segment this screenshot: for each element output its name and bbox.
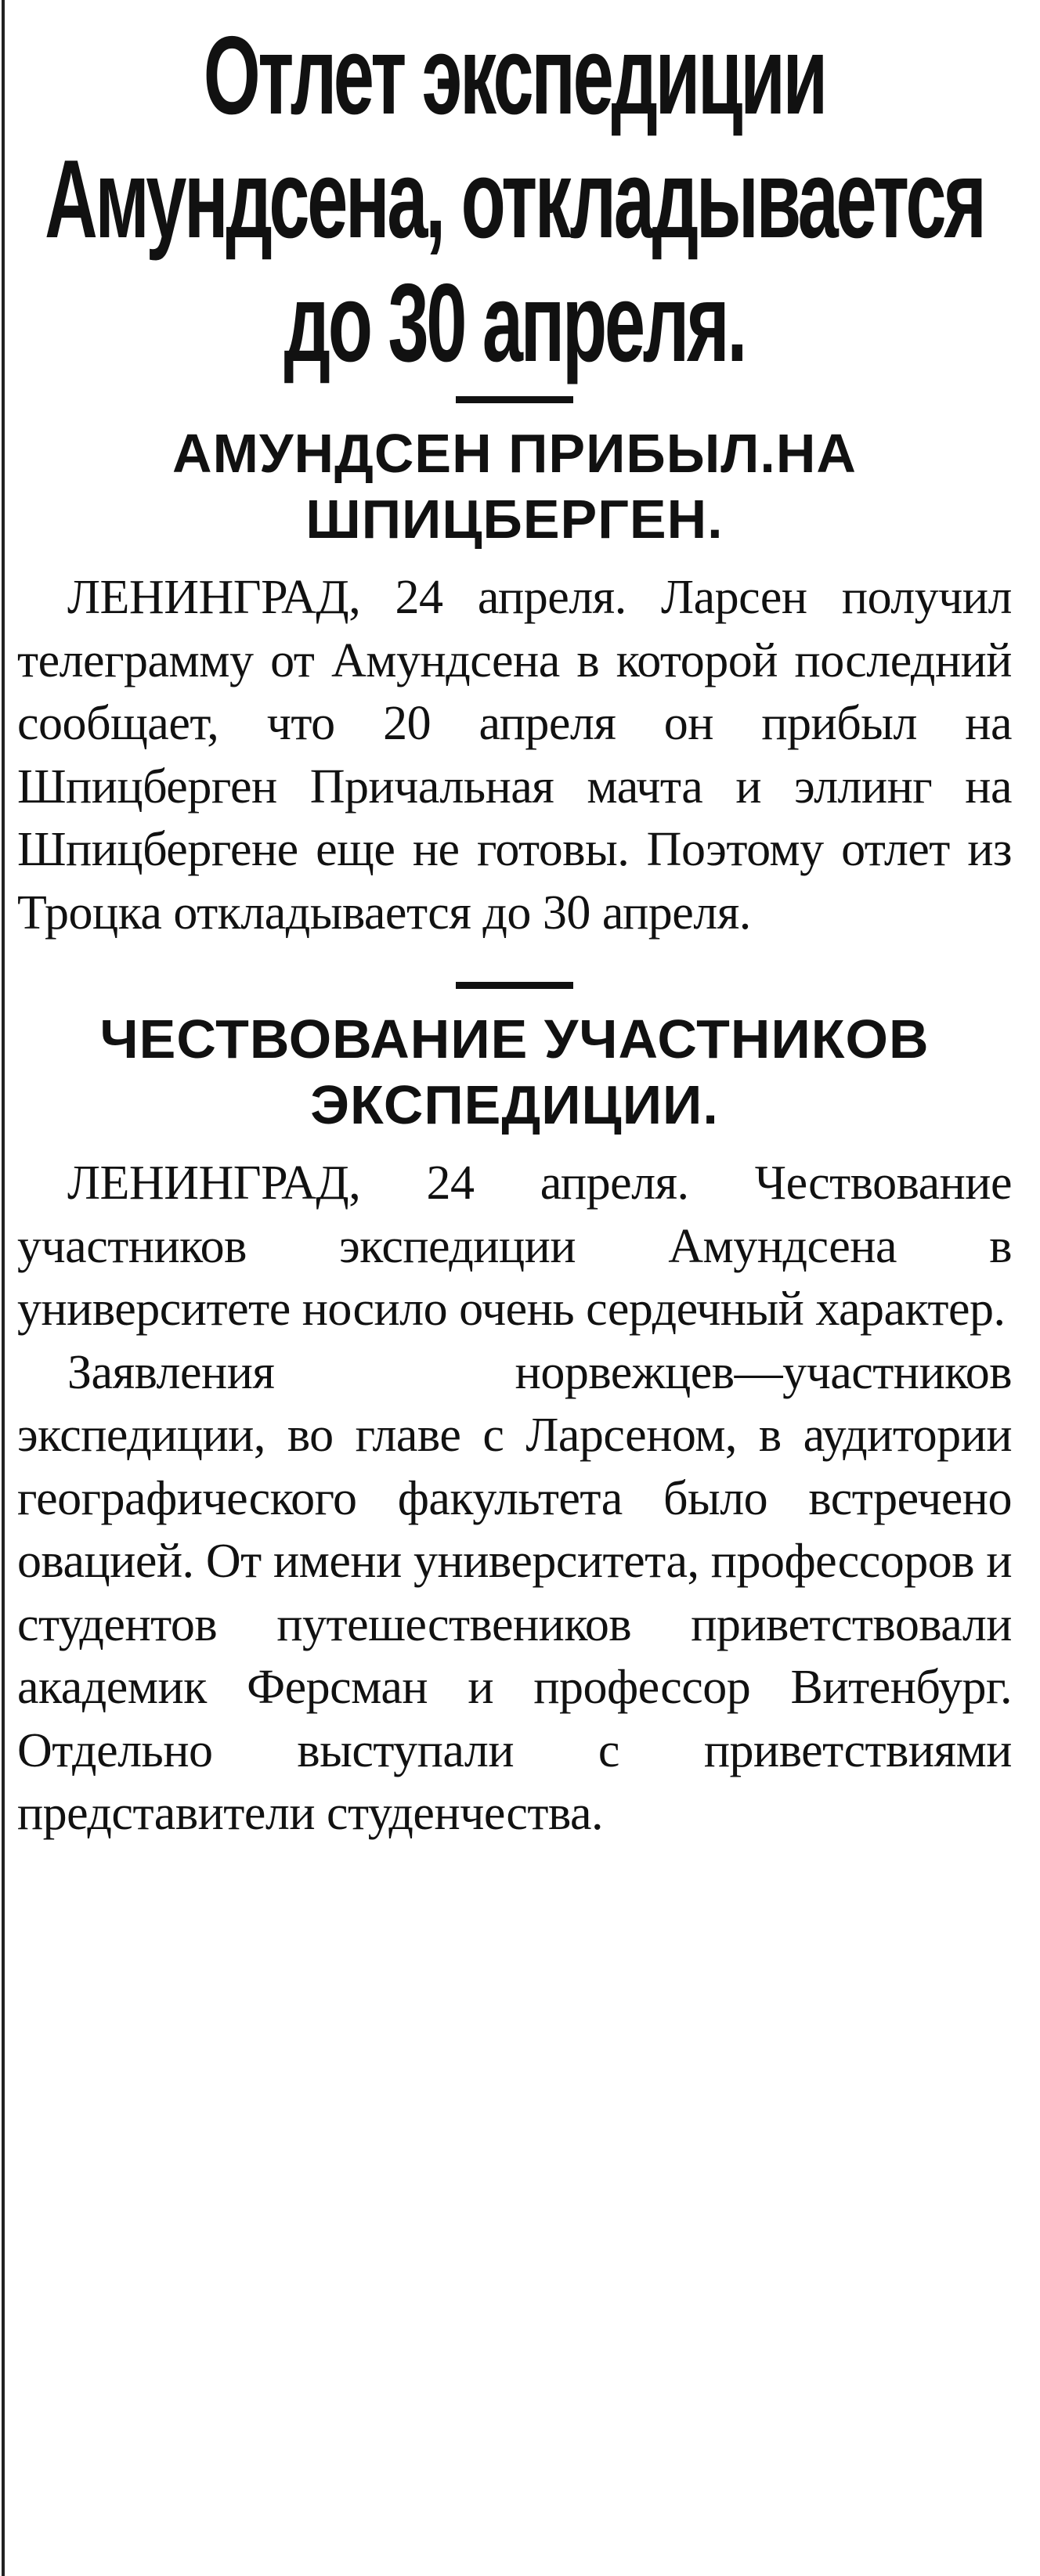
section2-paragraph-1: ЛЕНИНГРАД, 24 апреля. Чествование участников экспедиции Амундсена в университете носило очень сердечный характер.: [17, 1156, 1012, 1336]
separator-rule: [456, 982, 573, 989]
headline: Отлет экспедиции Амундсена, откладывается до 30 апреля.: [45, 13, 984, 385]
section1-paragraph: ЛЕНИНГРАД, 24 апреля. Ларсен получил телеграмму от Амундсена в которой последний сообщает, что 20 апреля он прибыл на Шпицберген Причальная мачта и эллинг на Шпицбергене еще не готовы. Поэтому отлет из Троцка откладывается до 30 апреля.: [17, 571, 1012, 940]
section2-heading: ЧЕСТВОВАНИЕ УЧАСТНИКОВ ЭКСПЕДИЦИИ.: [99, 1008, 930, 1135]
section2-paragraph-2: Заявления норвежцев—участников экспедиции, во главе с Ларсеном, в аудитории географического факультета было встречено овацией. От имени университета, профессоров и студентов путешествеников приветствовали академик Ферсман и профессор Витенбург. Отдельно выступали с приветствиями представители студенчества.: [17, 1345, 1012, 1840]
separator-rule: [456, 396, 573, 403]
section1-heading: АМУНДСЕН ПРИБЫЛ.НА ШПИЦБЕРГЕН.: [172, 423, 857, 550]
